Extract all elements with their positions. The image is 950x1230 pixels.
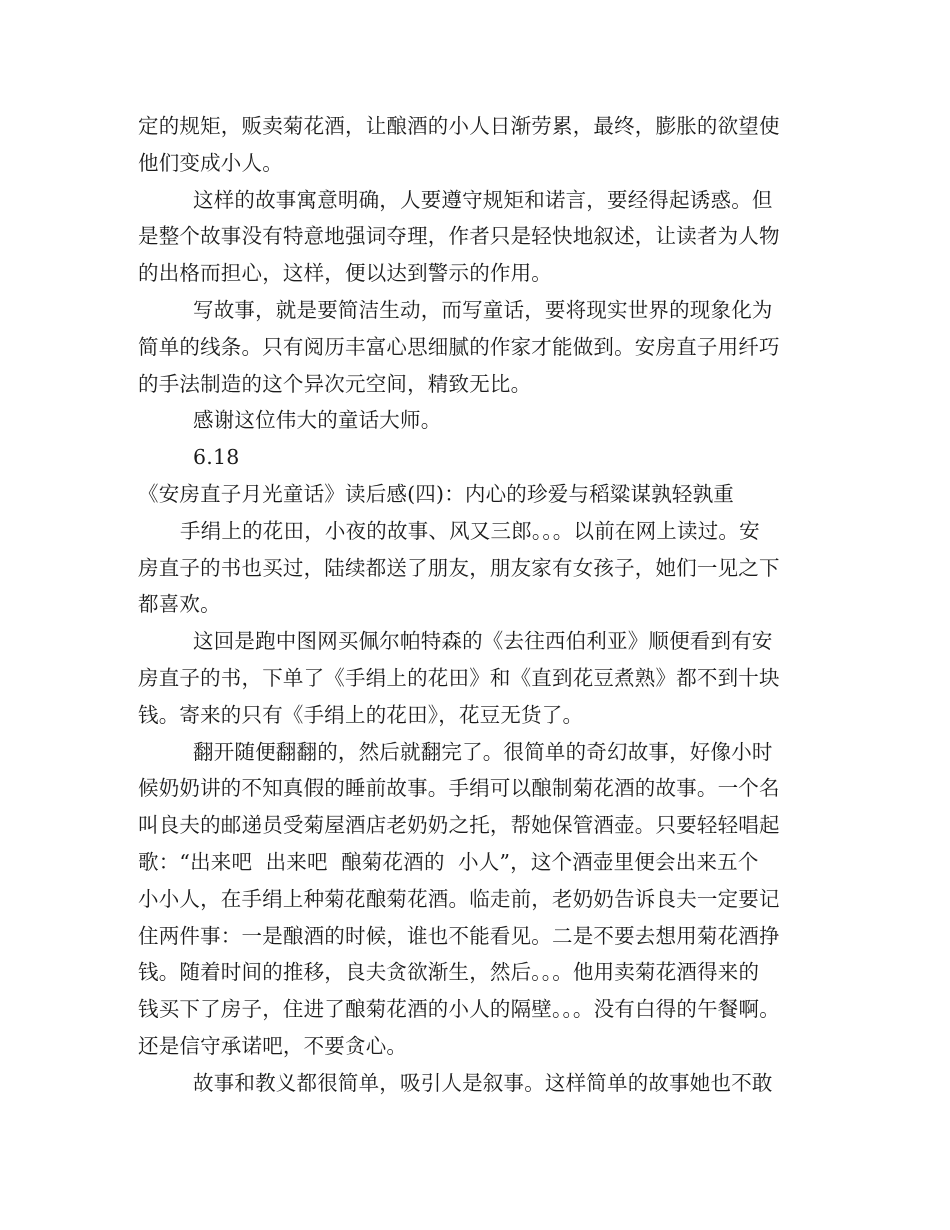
- text-line: 感谢这位伟大的童话大师。: [193, 408, 442, 433]
- text-line: 房直子的书，下单了《手绢上的花田》和《直到花豆煮熟》都不到十块: [138, 665, 780, 690]
- text-line: 定的规矩，贩卖菊花酒，让酿酒的小人日渐劳累，最终，膨胀的欲望使: [138, 114, 780, 138]
- text-line: 翻开随便翻翻的，然后就翻完了。很简单的奇幻故事，好像小时: [193, 739, 773, 764]
- text-line: 这样的故事寓意明确，人要遵守规矩和诺言，要经得起诱惑。但: [193, 187, 773, 212]
- text-line: 是整个故事没有特意地强词夺理，作者只是轻快地叙述，让读者为人物: [138, 224, 780, 249]
- text-line: 都喜欢。: [138, 592, 221, 617]
- text-line: 的出格而担心，这样，便以达到警示的作用。: [138, 261, 552, 286]
- text-line: 写故事，就是要简洁生动，而写童话，要将现实世界的现象化为: [193, 297, 773, 322]
- text-line: 叫良夫的邮递员受菊屋酒店老奶奶之托，帮她保管酒壶。只要轻轻唱起: [138, 813, 780, 838]
- text-line: 简单的线条。只有阅历丰富心思细腻的作家才能做到。安房直子用纤巧: [138, 334, 780, 359]
- text-line: 房直子的书也买过，陆续都送了朋友，朋友家有女孩子，她们一见之下: [138, 555, 780, 580]
- text-line: 住两件事：一是酿酒的时候，谁也不能看见。二是不要去想用菊花酒挣: [138, 923, 780, 948]
- text-line: 候奶奶讲的不知真假的睡前故事。手绢可以酿制菊花酒的故事。一个名: [138, 776, 780, 801]
- text-line: 故事和教义都很简单，吸引人是叙事。这样简单的故事她也不敢: [193, 1070, 773, 1095]
- text-line: 歌：“出来吧 出来吧 酿菊花酒的 小人”，这个酒壶里便会出来五个: [138, 849, 759, 874]
- section-title: 《安房直子月光童话》读后感(四)：内心的珍爱与稻粱谋孰轻孰重: [138, 481, 734, 506]
- text-line: 钱买下了房子，住进了酿菊花酒的小人的隔壁。。。没有白得的午餐啊。: [138, 997, 780, 1022]
- text-line: 还是信守承诺吧，不要贪心。: [138, 1033, 408, 1058]
- date-line: 6.18: [193, 445, 240, 470]
- text-line: 的手法制造的这个异次元空间，精致无比。: [138, 371, 532, 396]
- text-line: 钱。随着时间的推移，良夫贪欲渐生，然后。。。他用卖菊花酒得来的: [138, 960, 760, 985]
- document-body: [138, 108, 828, 1102]
- text-line: 这回是跑中图网买佩尔帕特森的《去往西伯利亚》顺便看到有安: [193, 629, 773, 654]
- text-line: 手绢上的花田，小夜的故事、风又三郎。。。以前在网上读过。安: [180, 518, 760, 543]
- text-line: 小小人，在手绢上种菊花酿菊花酒。临走前，老奶奶告诉良夫一定要记: [138, 886, 780, 911]
- text-line: 他们变成小人。: [138, 150, 283, 175]
- text-line: 钱。寄来的只有《手绢上的花田》，花豆无货了。: [138, 702, 584, 727]
